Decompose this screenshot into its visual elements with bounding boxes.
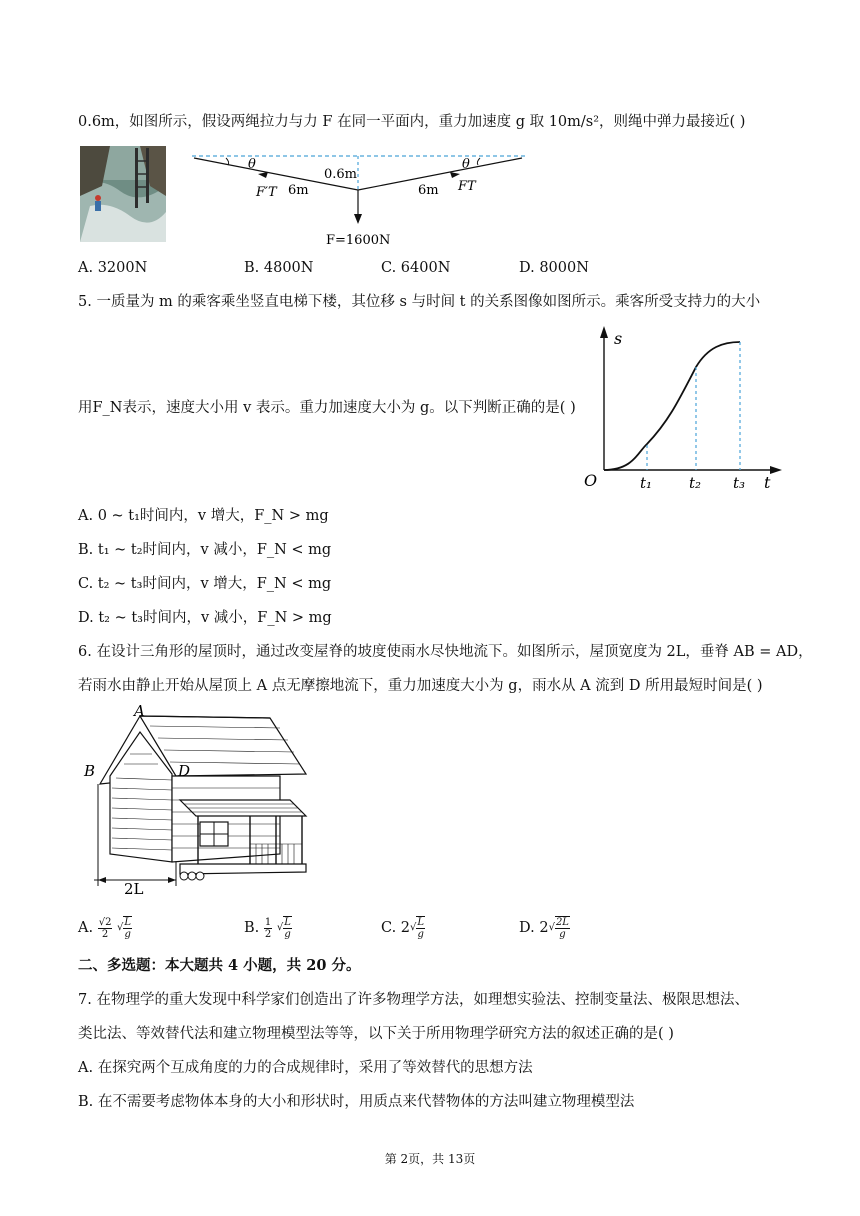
- q4-option-d: D. 8000N: [519, 260, 589, 276]
- graph-tick-t1: t₁: [640, 474, 653, 490]
- theta-left-label: θ: [248, 157, 256, 172]
- q6-option-b-rad-den: g: [284, 929, 291, 940]
- q7-stem-line1: 7. 在物理学的重大发现中科学家们创造出了许多物理学方法，如理想实验法、控制变量法、极限思想法、: [78, 992, 749, 1008]
- label-a: A: [134, 704, 145, 720]
- label-d: D: [178, 762, 191, 780]
- q6-stem-line1: 6. 在设计三角形的屋顶时，通过改变屋脊的坡度使雨水尽快地流下。如图所示，屋顶宽度为 2L，垂脊 AB = AD，: [78, 644, 813, 660]
- q7-stem-line2: 类比法、等效替代法和建立物理模型法等等，以下关于所用物理学研究方法的叙述正确的是( ): [78, 1026, 674, 1042]
- q6-option-a-coef-den: 2: [101, 928, 109, 940]
- q6-option-a-label: A.: [78, 920, 94, 936]
- q5-stem-line2: 用F_N表示，速度大小用 v 表示。重力加速度大小为 g。以下判断正确的是( ): [78, 400, 576, 416]
- q6-option-a-rad: [123, 916, 132, 940]
- q6-option-c-rad-num: L: [417, 917, 425, 928]
- theta-right-label: θ: [462, 157, 470, 172]
- q4-option-c: C. 6400N: [381, 260, 451, 276]
- mid-length-label: 0.6m: [324, 167, 358, 182]
- sqrt-icon: √: [548, 922, 555, 933]
- q6-option-a: [78, 916, 132, 940]
- q5-option-d: D. t₂ ~ t₃时间内，v 减小，F_N > mg: [78, 610, 332, 626]
- left-force-label: F′T: [256, 185, 277, 200]
- q4-option-a: A. 3200N: [78, 260, 148, 276]
- q5-option-b: B. t₁ ~ t₂时间内，v 减小，F_N < mg: [78, 542, 332, 558]
- q6-option-c: [381, 916, 425, 940]
- q6-option-b-rad: [283, 916, 292, 940]
- graph-x-label: t: [764, 473, 771, 490]
- q6-option-b-rad-num: L: [284, 917, 291, 928]
- right-force-label: FT: [458, 179, 476, 194]
- q6-option-b-coef-den: 2: [264, 928, 272, 940]
- q6-option-d-rad-num: 2L: [555, 917, 569, 928]
- q6-option-b-coef: [264, 917, 272, 940]
- q7-option-b: B. 在不需要考虑物体本身的大小和形状时，用质点来代替物体的方法叫建立物理模型法: [78, 1094, 635, 1110]
- q5-option-c: C. t₂ ~ t₃时间内，v 增大，F_N < mg: [78, 576, 332, 592]
- left-length-label: 6m: [288, 183, 309, 198]
- q6-option-c-coef: 2: [400, 920, 411, 936]
- climbing-photo: [80, 146, 166, 242]
- q6-option-d-label: D.: [519, 920, 535, 936]
- q6-option-d: [519, 916, 570, 940]
- q6-option-a-coef: [98, 917, 113, 940]
- q6-option-a-coef-num: √2: [98, 916, 112, 928]
- q5-stem-line1: 5. 一质量为 m 的乘客乘坐竖直电梯下楼，其位移 s 与时间 t 的关系图像如图所示。乘客所受支持力的大小: [78, 294, 761, 310]
- q6-stem-line2: 若雨水由静止开始从屋顶上 A 点无摩擦地流下，重力加速度大小为 g，雨水从 A 流到 D 所用最短时间是( ): [78, 678, 763, 694]
- sqrt-icon: √: [276, 922, 284, 933]
- graph-tick-t2: t₂: [689, 474, 702, 490]
- house-roof-figure: [80, 704, 312, 894]
- sqrt-icon: √: [410, 922, 417, 933]
- right-length-label: 6m: [418, 183, 439, 198]
- q6-option-c-rad: [416, 916, 425, 940]
- graph-tick-t3: t₃: [733, 474, 746, 490]
- q6-option-b-coef-num: 1: [264, 916, 272, 928]
- q6-option-a-rad-den: g: [124, 929, 131, 940]
- q6-option-d-coef: 2: [539, 920, 549, 936]
- q4-stem-tail: 0.6m，如图所示，假设两绳拉力与力 F 在同一平面内，重力加速度 g 取 10m/s²，则绳中弹力最接近( ): [78, 114, 746, 130]
- q6-option-c-rad-den: g: [417, 929, 424, 940]
- down-force-label: F=1600N: [326, 233, 391, 248]
- section-2-heading: 二、多选题：本大题共 4 小题，共 20 分。: [78, 957, 361, 974]
- rope-force-diagram: [180, 148, 530, 248]
- label-width: 2L: [124, 880, 144, 894]
- q6-option-d-rad: [555, 916, 570, 940]
- q4-option-b: B. 4800N: [244, 260, 314, 276]
- sqrt-icon: √: [117, 922, 124, 933]
- q7-option-a: A. 在探究两个互成角度的力的合成规律时，采用了等效替代的思想方法: [78, 1060, 533, 1076]
- q6-option-b: [244, 916, 292, 940]
- displacement-time-graph: [578, 322, 788, 490]
- q6-option-b-label: B.: [244, 920, 260, 936]
- q6-option-a-rad-num: L: [124, 917, 132, 928]
- q6-option-d-rad-den: g: [559, 929, 566, 940]
- graph-origin-label: O: [584, 471, 598, 490]
- q6-option-c-label: C.: [381, 920, 397, 936]
- page-footer: 第 2页，共 13页: [384, 1152, 476, 1166]
- label-b: B: [84, 762, 96, 780]
- graph-y-label: s: [614, 329, 623, 348]
- q5-option-a: A. 0 ~ t₁时间内，v 增大，F_N > mg: [78, 508, 329, 524]
